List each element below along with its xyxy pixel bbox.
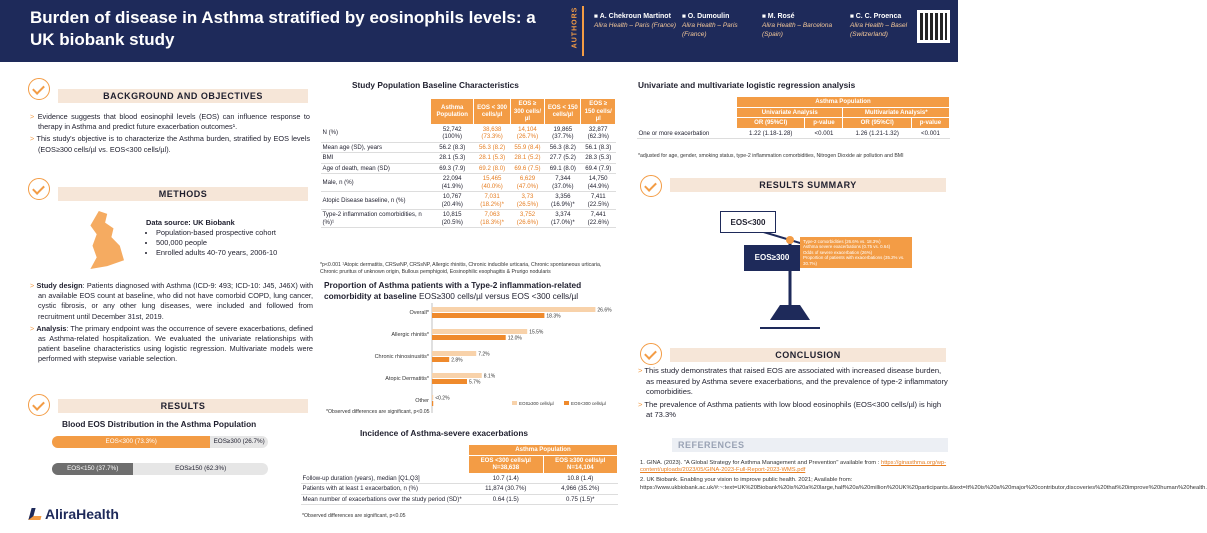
bar-atopicdermatitis-1: [432, 379, 467, 384]
qr-code[interactable]: [917, 10, 950, 43]
incidence-table: Asthma Population EOS <300 cells/µl N=38,638 EOS ≥300 cells/µl N=14,104 Follow-up duration (years), median [Q1,Q3] 10.7 (1.4) 10.8 (1.4) Patients with at least 1 exacerbation, n (%) 11,874 (30.7%) 4,966 (35.2%) Mean number of exacerbations over the study period (SD)* 0.64 (1.5) 0.75 (1.5)*: [300, 444, 618, 505]
table-row: N (%) 52,742 (100%) 38,638 (73.3%) 14,104 (26.7%) 19,865 (37.7%) 32,877 (62.3%): [321, 124, 616, 142]
poster-title: Burden of disease in Asthma stratified by eosinophils levels: a UK biobank study: [30, 8, 536, 49]
bar-allergicrhinitis-0: [432, 329, 527, 334]
table-row: Age of death, mean (SD) 69.3 (7.9) 69.2 (8.0) 69.6 (7.5) 69.1 (8.0) 69.4 (7.9): [321, 163, 616, 174]
bar-overall-0: [432, 307, 595, 312]
eos300-fill: EOS<300 (73.3%): [52, 436, 210, 448]
author-3: ■ M. Rosé Alira Health – Barcelona (Spain): [762, 13, 833, 38]
bar-value-label: 7.2%: [478, 351, 490, 358]
bar-other-1: [432, 401, 433, 406]
legend-label: EOS≥300 cells/µl: [519, 401, 554, 406]
methods-icon: [28, 178, 50, 200]
bar-value-label: 2.8%: [451, 357, 463, 364]
eos300-rest: EOS≥300 (26.7%): [213, 438, 265, 445]
uk-map-icon: [82, 211, 124, 269]
category-label: Atopic Dermatitis*: [385, 376, 429, 382]
background-heading: BACKGROUND AND OBJECTIVES: [58, 89, 308, 103]
eos150-bar: [52, 463, 268, 475]
methods-heading: METHODS: [58, 187, 308, 201]
eos150-rest: EOS≥150 (62.3%): [175, 465, 227, 472]
eos300-bar: [52, 436, 268, 448]
distribution-title: Blood EOS Distribution in the Asthma Population: [62, 419, 257, 429]
legend-swatch: [564, 401, 569, 405]
background-text: > Evidence suggests that blood eosinophil levels (EOS) can influence response to therapy in Asthma and predict future exacerbation outcomes¹. > This study's objective is to characterize the Asthma burden, stratified by EOS levels (EOS≥300 cells/µl vs. EOS<300 cells/µl).: [30, 112, 310, 154]
table-row: Mean age (SD), years 56.2 (8.3) 56.3 (8.2) 55.9 (8.4) 56.3 (8.2) 56.1 (8.3): [321, 142, 616, 153]
legend-label: EOS<300 cells/µl: [571, 401, 606, 406]
incidence-title: Incidence of Asthma-severe exacerbations: [360, 428, 529, 438]
table-row: Patients with at least 1 exacerbation, n (%) 11,874 (30.7%) 4,966 (35.2%): [301, 484, 618, 495]
author-4: ■ C. C. Proenca Alira Health – Basel (Switzerland): [850, 13, 908, 38]
bar-atopicdermatitis-0: [432, 373, 482, 378]
reference-link[interactable]: https://ginasthma.org/wp-content/uploads/2023/05/GINA-2023-Full-Report-2023-WMS.pdf: [640, 460, 947, 474]
bar-value-label: 12.0%: [507, 335, 522, 342]
checklist-icon: [28, 78, 50, 100]
references-list: 1. GINA. (2023). "A Global Strategy for Asthma Management and Prevention" available from : https://ginasthma.org/wp-content/uploads/2023/05/GINA-2023-Full-Report-2023-WMS.pdf 2. UK Biobank. Enabling your vision to improve public health. 2021; Available from: https://www.ukbiobank.ac.uk/#:~:text=UK%20Biobank%20is%20a%20large,half%20a%20million%20UK%20participants.&text=It%20is%20a%20major%20contributor,discoveries%20that%20improve%20human%20health.: [640, 460, 1207, 491]
table-row: Type-2 inflammation comorbidities, n (%)¹ 10,815 (20.5%) 7,063 (18.3%)* 3,752 (26.6%) 3,374 (17.0%)* 7,441 (22.6%): [321, 210, 616, 228]
results-heading: RESULTS: [58, 399, 308, 413]
eos150-fill: EOS<150 (37.7%): [52, 463, 133, 475]
table-row: Male, n (%) 22,094 (41.9%) 15,465 (40.0%) 6,629 (47.0%) 7,344 (37.0%) 14,750 (44.9%): [321, 174, 616, 192]
author-2: ■ O. Dumoulin Alira Health – Paris (France): [682, 13, 738, 38]
bar-value-label: 8.1%: [483, 373, 496, 380]
conclusion-text: > This study demonstrates that raised EOS are associated with increased disease burden, as measured by Asthma severe exacerbations, and the prevalence of type-2 inflammatory comorbidities. > The prevalence of Asthma patients with low blood eosinophils (EOS<300 cells/µl) is high at 73.3%: [638, 366, 948, 420]
author-1: ■ A. Chekroun Martinot Alira Health – Paris (France): [594, 13, 676, 29]
table-row: Atopic Disease baseline, n (%) 10,767 (20.4%) 7,031 (18.2%)* 3,73 (26.5%) 3,356 (16.9%)* 7,411 (22.5%): [321, 192, 616, 210]
table-row: BMI 28.1 (5.3) 28.1 (5.3) 28.1 (5.2) 27.7 (5.2) 28.3 (5.3): [321, 153, 616, 164]
regression-footnote: *adjusted for age, gender, smoking status, type-2 inflammation comorbidities, Nitrogen Dioxide air pollution and BMI: [638, 153, 904, 159]
category-label: Chronic rhinosinusitis*: [374, 354, 429, 360]
bar-value-label: 15.5%: [529, 329, 544, 336]
table-row: Mean number of exacerbations over the study period (SD)* 0.64 (1.5) 0.75 (1.5)*: [301, 494, 618, 505]
summary-left: EOS<300: [720, 211, 776, 233]
regression-title: Univariate and multivariate logistic regression analysis: [638, 80, 856, 90]
summary-icon: [640, 175, 662, 197]
alira-logo: AliraHealth: [30, 506, 119, 522]
table-row: Follow-up duration (years), median [Q1,Q3] 10.7 (1.4) 10.8 (1.4): [301, 473, 618, 484]
bar-chronicrhinosinusitis-0: [432, 351, 476, 356]
data-source: Data source: UK Biobank • Population-based prospective cohort • 500,000 people • Enrolled adults 40-70 years, 2006-10: [146, 218, 277, 258]
bar-value-label: 18.3%: [546, 313, 561, 320]
baseline-title: Study Population Baseline Characteristics: [352, 80, 519, 90]
methods-text: > Study design: Patients diagnosed with Asthma (ICD-9: 493; ICD-10: J45, J46X) with an available EOS count at baseline, who did not have comorbid COPD, lung cancer, cystic fibrosis, or any other lung diseases, were included and followed from recruitment until December 31st, 2019. > Analysis: The primary endpoint was the occurrence of severe exacerbations, defined as Asthma-related hospitalization. We evaluated the univariate relationships with patient baseline characteristics using logistic regression. Multivariate models were performed with stepwise variable selection.: [30, 281, 314, 364]
bar-chronicrhinosinusitis-1: [432, 357, 449, 362]
conclusion-heading: CONCLUSION: [670, 348, 946, 362]
results-icon: [28, 394, 50, 416]
conclusion-icon: [640, 343, 662, 365]
category-label: Overall*: [409, 310, 429, 316]
summary-items: Type-2 comorbidities (26.6% vs. 18.3%) Asthma severe exacerbations (0.75 vs. 0.64) Odds of severe exacerbation (26%) Proportion of patients with exacerbations (35.2% vs. 30.7%): [800, 237, 912, 268]
regression-table: Asthma Population Univariate Analysis Multivariate Analysis* OR (95%CI) p-value OR (95%CI) p-value One or more exacerbation 1.22 (1.18-1.28) <0.001 1.26 (1.21-1.32) <0.001: [636, 96, 950, 139]
bar-value-label: <0.2%: [435, 395, 450, 402]
comorbidity-chart: [320, 303, 620, 413]
chart-note: *Observed differences are significant, p<0.05: [326, 409, 430, 415]
summary-heading: RESULTS SUMMARY: [670, 178, 946, 192]
category-label: Allergic rhinitis*: [391, 332, 429, 338]
bar-value-label: 26.6%: [597, 307, 612, 314]
comorbidity-chart-title: Proportion of Asthma patients with a Type-2 inflammation-related comorbidity at baseline EOS≥300 cells/µl versus EOS <300 cells/µl: [324, 280, 582, 301]
bar-value-label: 5.7%: [469, 379, 481, 386]
category-label: Other: [415, 398, 429, 404]
bar-overall-1: [432, 313, 544, 318]
bar-other-0: [432, 395, 433, 400]
references-heading: REFERENCES: [672, 438, 948, 452]
authors-tag: AUTHORS: [570, 6, 584, 56]
summary-right: EOS≥300: [744, 245, 800, 271]
baseline-footnote: *p<0.001 ¹Atopic dermatitis, CRSwNP, CRSsNP, Allergic rhinitis, Chronic inducible urticaria, Chronic spontaneous urticaria, Chronic pruritus of unknown origin, Bullous pemphigoid, Eosinophilic esophagitis & Prurigo nodularis: [320, 262, 602, 275]
header-banner: [0, 0, 958, 62]
baseline-table: Asthma Population EOS < 300 cells/µl EOS ≥ 300 cells/µl EOS < 150 cells/µl EOS ≥ 150 cells/µl N (%) 52,742 (100%) 38,638 (73.3%) 14,104 (26.7%) 19,865 (37.7%) 32,877 (62.3%) Mean age (SD), years 56.2 (8.3) 56.3 (8.2) 55.9 (8.4) 56.3 (8.2) 56.1 (8.3) BMI 28.1 (5.3) 28.1 (5.3) 28.1 (5.2) 27.7 (5.2) 28.3 (5.3) Age of death, mean (SD) 69.3 (7.9) 69.2 (8.0) 69.6 (7.5) 69.1 (8.0) 69.4 (7.9) Male, n (%) 22,094 (41.9%) 15,465 (40.0%) 6,629 (47.0%) 7,344 (37.0%) 14,750 (44.9%) Atopic Disease baseline, n (%) 10,767 (20.4%) 7,031 (18.2%)* 3,73 (26.5%) 3,356 (16.9%)* 7,411 (22.5%) Type-2 inflammation comorbidities, n (%)¹ 10,815 (20.5%) 7,063 (18.3%)* 3,752 (26.6%) 3,374 (17.0%)* 7,441 (22.6%): [320, 98, 616, 228]
legend-swatch: [512, 401, 517, 405]
incidence-footnote: *Observed differences are significant, p<0.05: [302, 513, 406, 519]
bar-allergicrhinitis-1: [432, 335, 506, 340]
